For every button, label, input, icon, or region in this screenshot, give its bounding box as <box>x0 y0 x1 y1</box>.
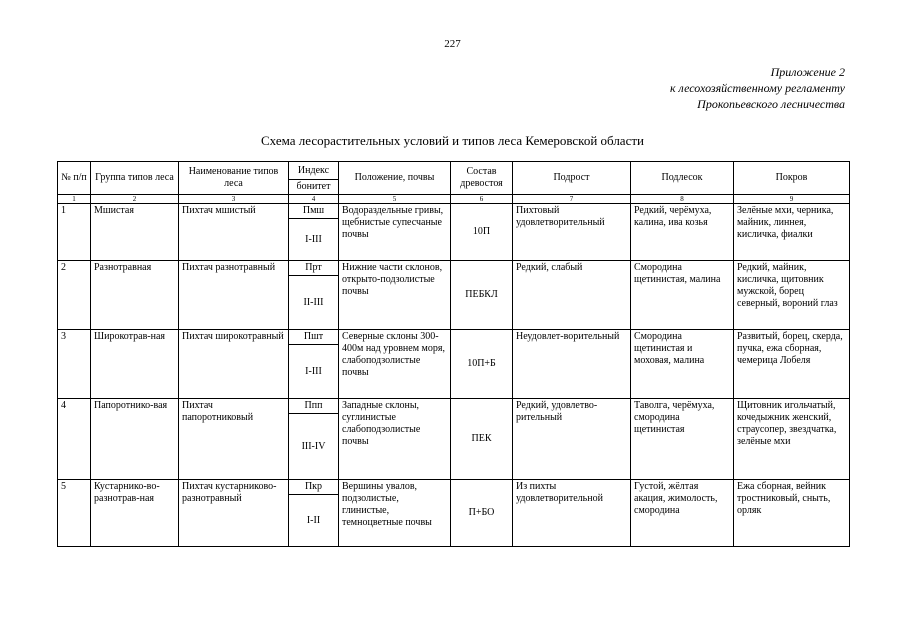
appendix-line-3: Прокопьевского лесничества <box>697 97 845 111</box>
cell-bonitet: I-III <box>289 219 339 261</box>
cell-undergrowth: Пихтовый удовлетворительный <box>513 204 631 261</box>
page-number: 227 <box>444 38 461 50</box>
cell-cover: Развитый, борец, скерда, пучка, ежа сборная, чемерица Лобеля <box>734 330 850 399</box>
cell-num: 2 <box>58 261 91 330</box>
cell-cover: Щитовник игольчатый, кочедыжник женский, страусопер, звездчатка, зелёные мхи <box>734 399 850 480</box>
cell-num: 1 <box>58 204 91 261</box>
cell-underbrush: Смородина щетинистая, малина <box>631 261 734 330</box>
cell-underbrush: Редкий, черёмуха, калина, ива козья <box>631 204 734 261</box>
column-number: 6 <box>451 195 513 204</box>
document-title: Схема лесорастительных условий и типов леса Кемеровской области <box>261 133 644 148</box>
cell-composition: 10П <box>451 204 513 261</box>
cell-name: Пихтач папоротниковый <box>179 399 289 480</box>
appendix-note <box>670 64 845 112</box>
header-bonitet: бонитет <box>289 180 339 195</box>
cell-composition: ПЕК <box>451 399 513 480</box>
cell-undergrowth: Редкий, удовлетво-рительный <box>513 399 631 480</box>
cell-undergrowth: Редкий, слабый <box>513 261 631 330</box>
header-undergrowth: Подрост <box>513 162 631 195</box>
cell-group: Кустарнико-во-разнотрав-ная <box>91 480 179 547</box>
column-number: 7 <box>513 195 631 204</box>
cell-index: Пкр <box>289 480 339 495</box>
cell-undergrowth: Неудовлет-ворительный <box>513 330 631 399</box>
cell-undergrowth: Из пихты удовлетворительной <box>513 480 631 547</box>
cell-cover: Редкий, майник, кисличка, щитовник мужской, борец северный, вороний глаз <box>734 261 850 330</box>
cell-bonitet: I-II <box>289 495 339 547</box>
cell-position: Западные склоны, суглинистые слабоподзолистые почвы <box>339 399 451 480</box>
cell-bonitet: II-III <box>289 276 339 330</box>
cell-num: 4 <box>58 399 91 480</box>
cell-group: Широкотрав-ная <box>91 330 179 399</box>
column-number: 1 <box>58 195 91 204</box>
cell-name: Пихтач широкотравный <box>179 330 289 399</box>
column-number: 4 <box>289 195 339 204</box>
appendix-line-2: к лесохозяйственному регламенту <box>669 81 845 95</box>
cell-name: Пихтач мшистый <box>179 204 289 261</box>
column-number: 8 <box>631 195 734 204</box>
column-number: 2 <box>91 195 179 204</box>
cell-underbrush: Таволга, черёмуха, смородина щетинистая <box>631 399 734 480</box>
cell-index: Пшт <box>289 330 339 345</box>
cell-index: Ппп <box>289 399 339 414</box>
header-num: № п/п <box>58 162 91 195</box>
column-number: 3 <box>179 195 289 204</box>
cell-cover: Зелёные мхи, черника, майник, линнея, кисличка, фиалки <box>734 204 850 261</box>
cell-position: Северные склоны 300-400м над уровнем моря, слабоподзолистые почвы <box>339 330 451 399</box>
cell-cover: Ежа сборная, вейник тростниковый, сныть, орляк <box>734 480 850 547</box>
cell-num: 3 <box>58 330 91 399</box>
cell-underbrush: Смородина щетинистая и моховая, малина <box>631 330 734 399</box>
column-number: 9 <box>734 195 850 204</box>
cell-group: Папоротнико-вая <box>91 399 179 480</box>
cell-index: Пмш <box>289 204 339 219</box>
cell-bonitet: I-III <box>289 345 339 399</box>
header-underbrush: Подлесок <box>631 162 734 195</box>
cell-position: Вершины увалов, подзолистые, глинистые, темноцветные почвы <box>339 480 451 547</box>
cell-num: 5 <box>58 480 91 547</box>
cell-group: Мшистая <box>91 204 179 261</box>
cell-name: Пихтач кустарниково-разнотравный <box>179 480 289 547</box>
cell-group: Разнотравная <box>91 261 179 330</box>
cell-position: Водораздельные гривы, щебнистые супесчаные почвы <box>339 204 451 261</box>
header-position: Положение, почвы <box>339 162 451 195</box>
column-number: 5 <box>339 195 451 204</box>
header-name: Наименование типов леса <box>179 162 289 195</box>
cell-underbrush: Густой, жёлтая акация, жимолость, смородина <box>631 480 734 547</box>
forest-types-table <box>57 161 850 547</box>
cell-name: Пихтач разнотравный <box>179 261 289 330</box>
cell-composition: 10П+Б <box>451 330 513 399</box>
cell-composition: ПЕБКЛ <box>451 261 513 330</box>
cell-bonitet: III-IV <box>289 414 339 480</box>
cell-position: Нижние части склонов, открыто-подзолистые почвы <box>339 261 451 330</box>
header-cover: Покров <box>734 162 850 195</box>
appendix-line-1: Приложение 2 <box>770 65 845 79</box>
cell-composition: П+БО <box>451 480 513 547</box>
header-composition: Состав древостоя <box>451 162 513 195</box>
header-index: Индекс <box>289 162 339 180</box>
header-group: Группа типов леса <box>91 162 179 195</box>
cell-index: Прт <box>289 261 339 276</box>
